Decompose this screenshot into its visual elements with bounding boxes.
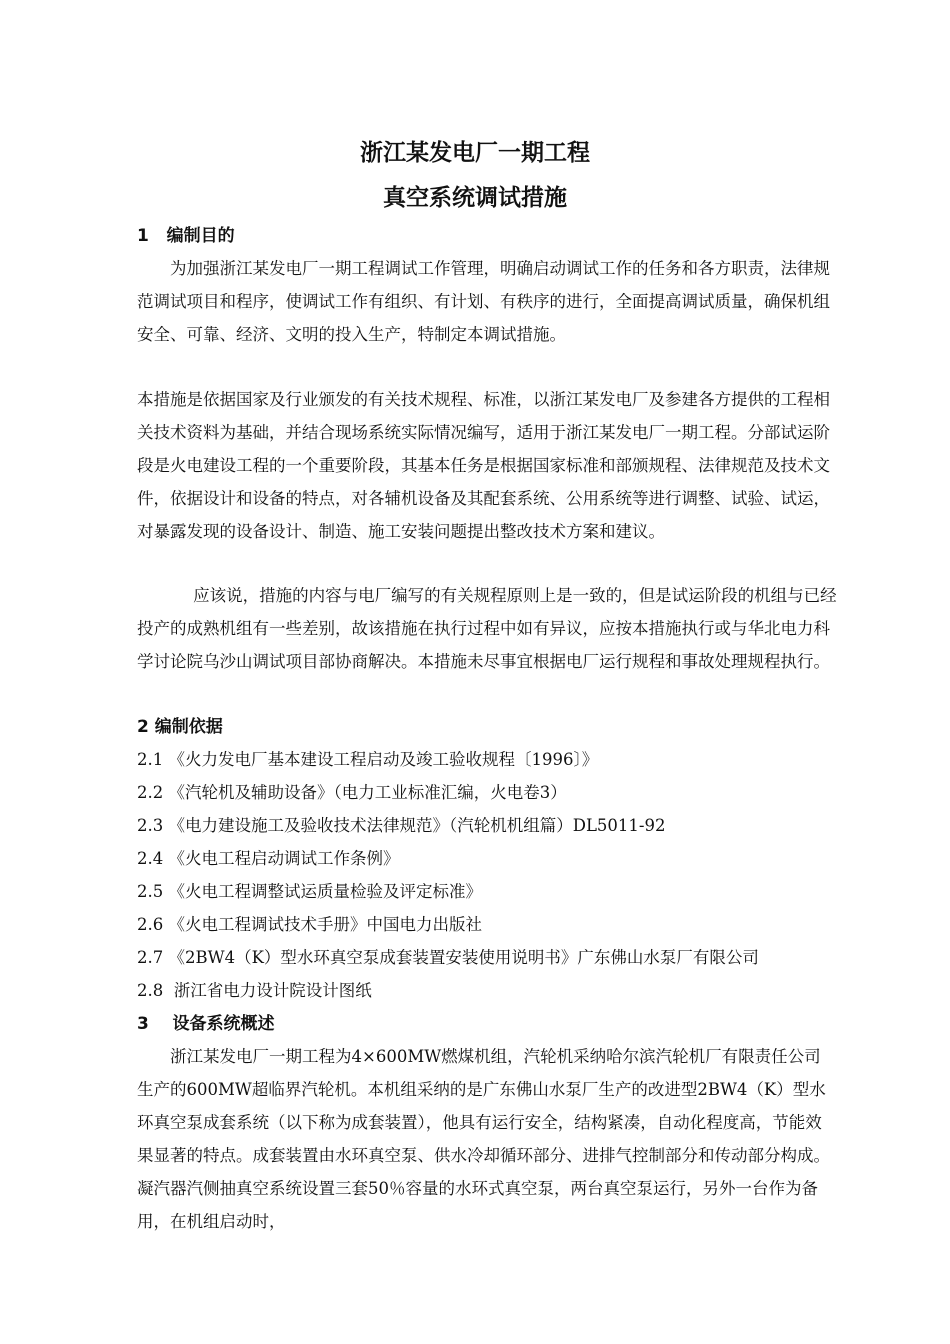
document-subtitle: 真空系统调试措施 (383, 185, 567, 211)
section-2-heading: 2 编制依据 (137, 717, 223, 737)
section-1-paragraph-2: 本措施是依据国家及行业颁发的有关技术规程、标准，以浙江某发电厂及参建各方提供的工程相关技术资料为基础，并结合现场系统实际情况编写，适用于浙江某发电厂一期工程。分部试运阶段是火电建设工程的一个重要阶段，其基本任务是根据国家标准和部颁规程、法律规范及技术文件，依据设计和设备的特点，对各辅机设备及其配套系统、公用系统等进行调整、试验、试运，对暴露发现的设备设计、制造、施工安装问题提出整改技术方案和建议。 (137, 390, 830, 541)
section-3-heading: 3 设备系统概述 (137, 1014, 275, 1034)
reference-item: 2.1 《火力发电厂基本建设工程启动及竣工验收规程〔1996〕》 (137, 750, 599, 769)
reference-item: 2.3 《电力建设施工及验收技术法律规范》（汽轮机机组篇）DL5011-92 (137, 816, 666, 835)
section-1-paragraph-1: 为加强浙江某发电厂一期工程调试工作管理，明确启动调试工作的任务和各方职责，法律规范调试项目和程序，使调试工作有组织、有计划、有秩序的进行，全面提高调试质量，确保机组安全、可靠、经济、文明的投入生产，特制定本调试措施。 (137, 259, 830, 344)
section-1-paragraph-3: 应该说，措施的内容与电厂编写的有关规程原则上是一致的，但是试运阶段的机组与已经投产的成熟机组有一些差别，故该措施在执行过程中如有异议，应按本措施执行或与华北电力科学讨论院乌沙山调试项目部协商解决。本措施未尽事宜根据电厂运行规程和事故处理规程执行。 (137, 586, 837, 671)
section-3-paragraph-1: 浙江某发电厂一期工程为4×600MW燃煤机组，汽轮机采纳哈尔滨汽轮机厂有限责任公司生产的600MW超临界汽轮机。本机组采纳的是广东佛山水泵厂生产的改进型2BW4（K）型水环真空泵成套系统（以下称为成套装置），他具有运行安全，结构紧凑，自动化程度高，节能效果显著的特点。成套装置由水环真空泵、供水冷却循环部分、进排气控制部分和传动部分构成。凝汽器汽侧抽真空系统设置三套50％容量的水环式真空泵，两台真空泵运行，另外一台作为备用，在机组启动时， (137, 1047, 830, 1231)
reference-item: 2.4 《火电工程启动调试工作条例》 (137, 849, 400, 868)
reference-item: 2.2 《汽轮机及辅助设备》（电力工业标准汇编，火电卷3） (137, 783, 567, 802)
section-1-heading: 1 编制目的 (137, 226, 235, 246)
reference-item: 2.5 《火电工程调整试运质量检验及评定标准》 (137, 882, 482, 901)
reference-item: 2.8 浙江省电力设计院设计图纸 (137, 981, 372, 1000)
reference-item: 2.6 《火电工程调试技术手册》中国电力出版社 (137, 915, 482, 934)
document-title: 浙江某发电厂一期工程 (360, 140, 590, 166)
reference-item: 2.7 《2BW4（K）型水环真空泵成套装置安装使用说明书》广东佛山水泵厂有限公司 (137, 948, 759, 967)
